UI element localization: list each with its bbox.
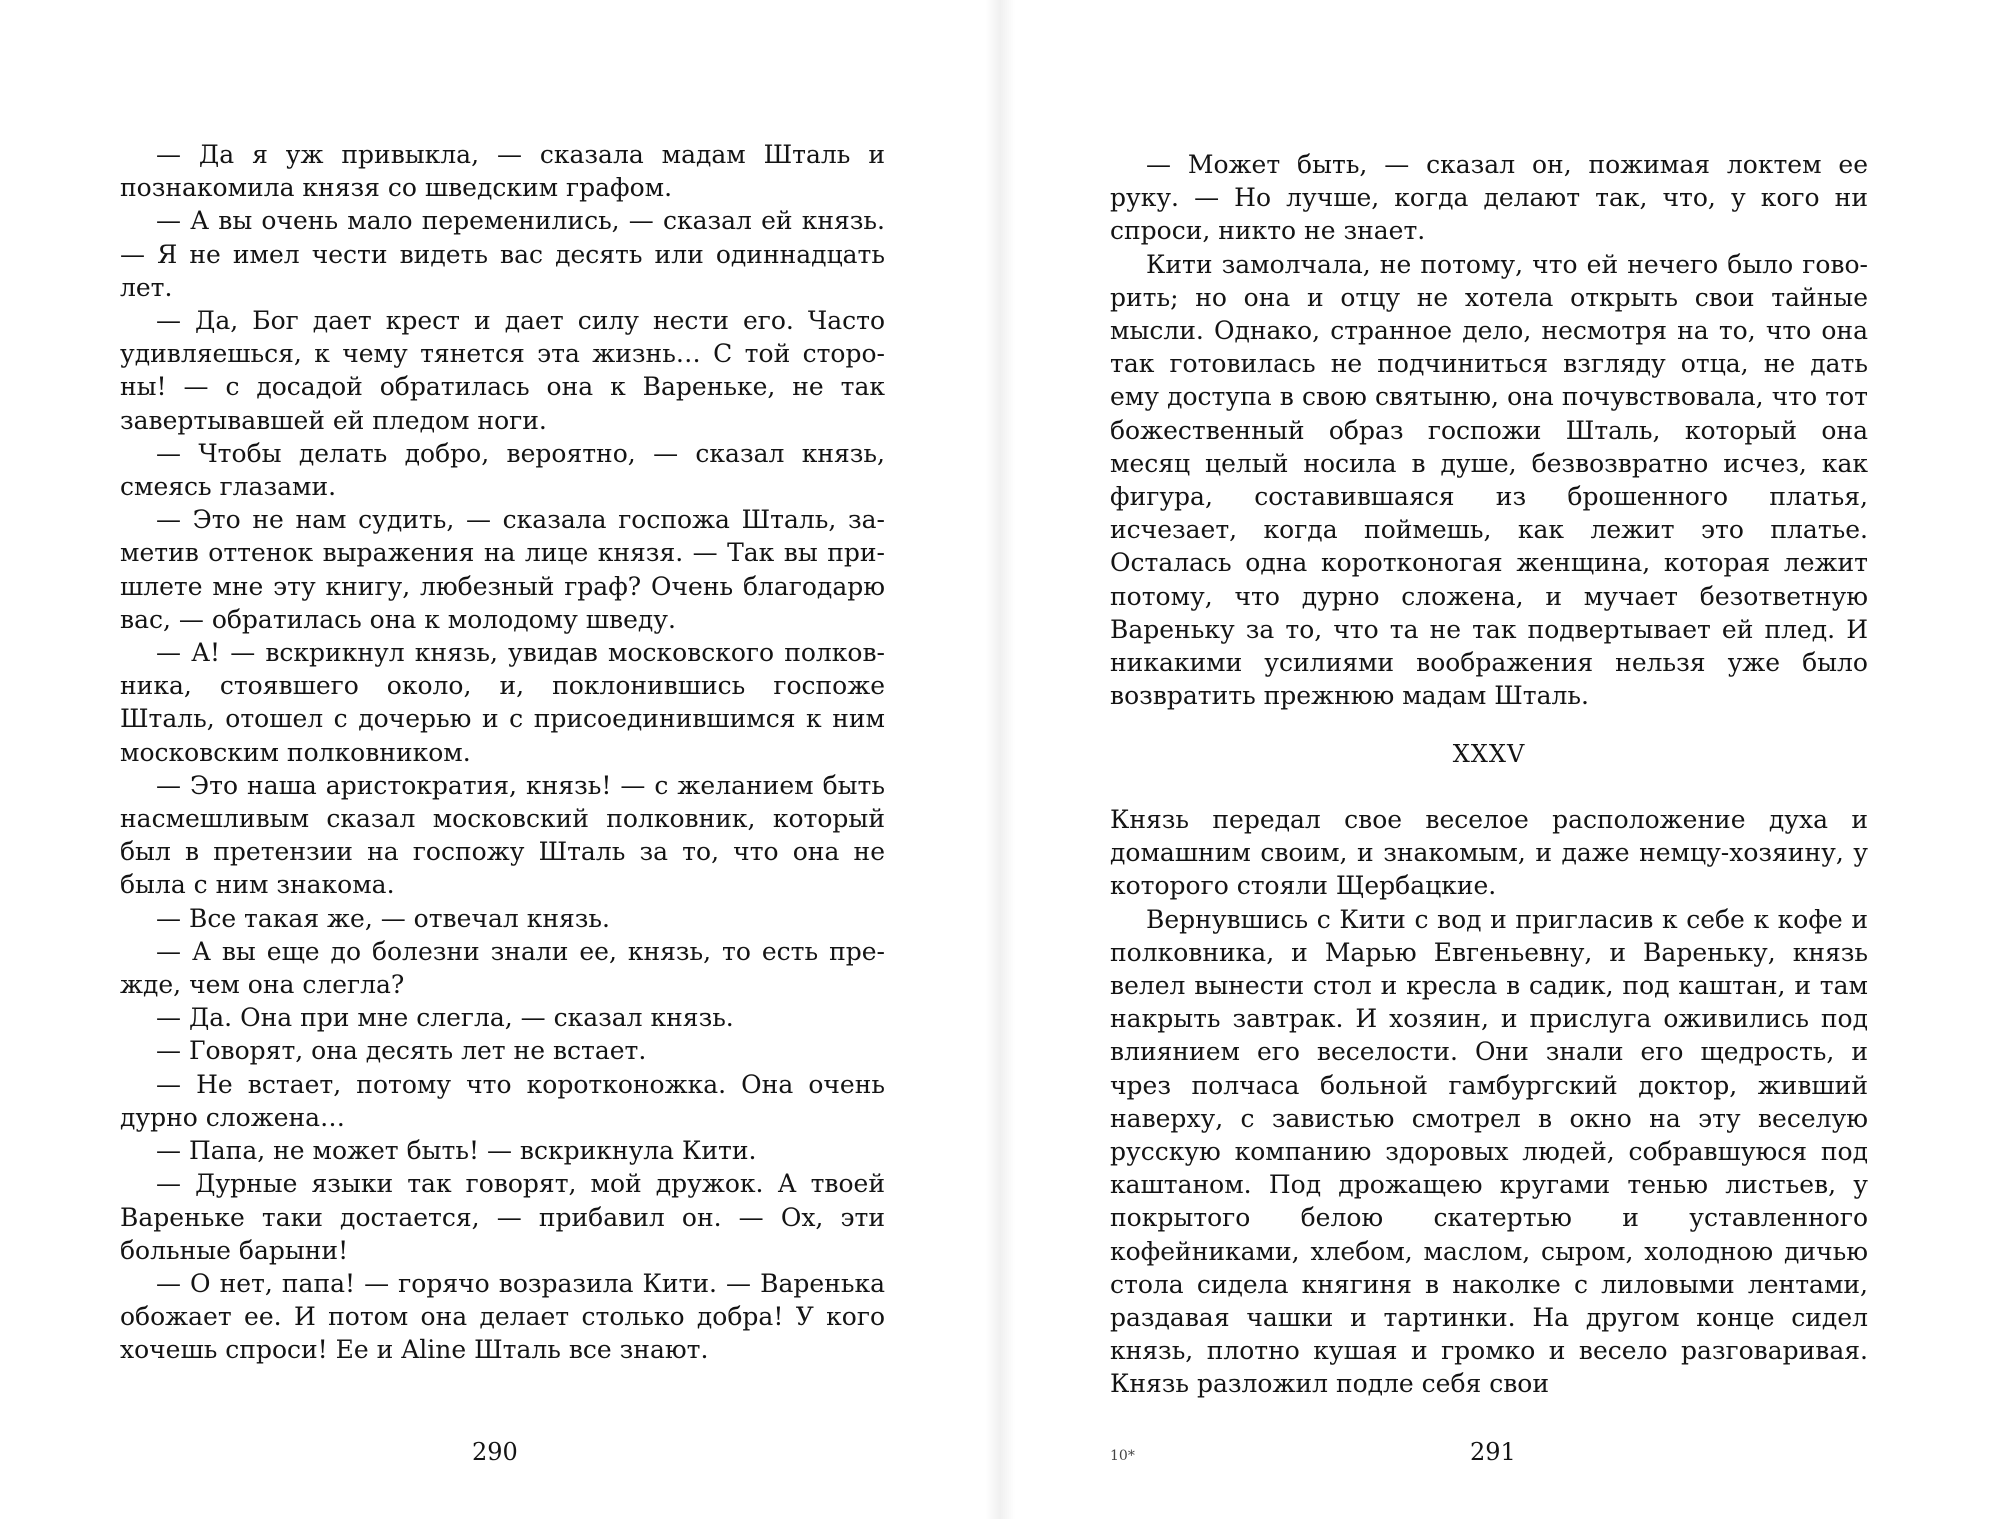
paragraph: — Чтобы делать добро, вероятно, — сказал князь, смеясь глазами. [120,438,885,502]
paragraph: — Да. Она при мне слегла, — сказал князь. [156,1003,734,1033]
left-page-text [120,138,885,1367]
paragraph: — А! — вскрикнул князь, увидав московского полковника, стоявшего около, и, поклонившись госпоже Шталь, отошел с дочерью и с присоединившимся к ним московским полковником. [120,638,885,767]
paragraph: — Это не нам судить, — сказала госпожа Шталь, заметив оттенок выражения на лице князя. — Так вы пришлете мне эту книгу, любезный граф? Очень благодарю вас, — обратилась она к молодому шведу. [120,505,885,634]
paragraph: — А вы еще до болезни знали ее, князь, то есть прежде, чем она слегла? [120,936,885,1000]
chapter-heading: XXXV [1452,740,1526,768]
paragraph: — Все такая же, — отвечал князь. [156,903,610,933]
paragraph: — А вы очень мало переменились, — сказал ей князь. — Я не имел чести видеть вас десять или одиннадцать лет. [120,206,885,302]
paragraph: — Может быть, — сказал он, пожимая локтем ее руку. — Но лучше, когда делают так, что, у кого ни спроси, никто не знает. [1110,150,1868,246]
paragraph: — Папа, не может быть! — вскрикнула Кити. [156,1136,757,1166]
paragraph: — Дурные языки так говорят, мой дружок. А твоей Вареньке таки достается, — прибавил он. — Ох, эти больные барыни! [120,1169,885,1265]
paragraph: — Говорят, она десять лет не встает. [156,1036,647,1066]
right-page [1000,0,2000,1519]
paragraph: Князь передал свое веселое расположение духа и домашним своим, и знакомым, и даже немцу-хозяину, у которого стояли Щербацкие. [1110,805,1868,901]
right-page-text-bottom [1110,803,1868,1401]
signature-mark: 10* [1110,1448,1135,1464]
right-page-text-top [1110,148,1868,712]
paragraph: — Это наша аристократия, князь! — с желанием быть насмешливым сказал московский полковник, который был в претензии на госпожу Шталь за то, что она не была с ним знакома. [120,770,885,900]
page-number: 291 [1470,1438,1516,1466]
paragraph: — Да я уж привыкла, — сказала мадам Шталь и познакомила князя со шведским графом. [120,140,885,203]
paragraph: — О нет, папа! — горячо возразила Кити. — Варенька обожает ее. И потом она делает столько добра! У кого хочешь спроси! Ее и Aline Шталь все знают. [120,1268,885,1365]
paragraph: — Да, Бог дает крест и дает силу нести его. Часто удивляешься, к чему тянется эта жизнь… С той стороны! — с досадой обратилась она к Вареньке, не так завертывавшей ей пледом ноги. [120,306,885,435]
paragraph: Вернувшись с Кити с вод и пригласив к себе к кофе и полковника, и Марью Евгеньевну, и Вареньку, князь велел вынести стол и кресла в садик, под каштан, и там накрыть завтрак. И хозяин, и прислуга оживились под влиянием его веселости. Они знали его щедрость, и чрез полчаса больной гамбургский доктор, живший наверху, с завистью смотрел в окно на эту веселую русскую компанию здоровых людей, собравшуюся под каштаном. Под дрожащею кругами тенью листьев, у покрытого белою скатертью и уставленного кофейниками, хлебом, маслом, сыром, холодною дичью стола сидела княгиня в наколке с лиловыми лентами, раздавая чашки и тартинки. На другом конце сидел князь, плотно кушая и громко и весело разговаривая. Князь разложил подле себя свои [1110,904,1868,1399]
paragraph: — Не встает, потому что коротконожка. Она очень дурно сложена… [120,1069,885,1132]
paragraph: Кити замолчала, не потому, что ей нечего было говорить; но она и отцу не хотела открыть свои тайные мысли. Однако, странное дело, несмотря на то, что она так готовилась не подчиниться взгляду отца, не дать ему доступа в свою святыню, она почувствовала, что тот божественный образ госпожи Шталь, который она месяц целый носила в душе, безвозвратно исчез, как фигура, составившаяся из брошенного платья, исчезает, когда поймешь, как лежит это платье. Осталась одна коротконогая женщина, которая лежит потому, что дурно сложена, и мучает безответную Вареньку за то, что та не так подвертывает ей плед. И никакими усилиями воображения нельзя уже было возвратить прежнюю мадам Шталь. [1110,249,1868,711]
page-number: 290 [472,1438,518,1466]
